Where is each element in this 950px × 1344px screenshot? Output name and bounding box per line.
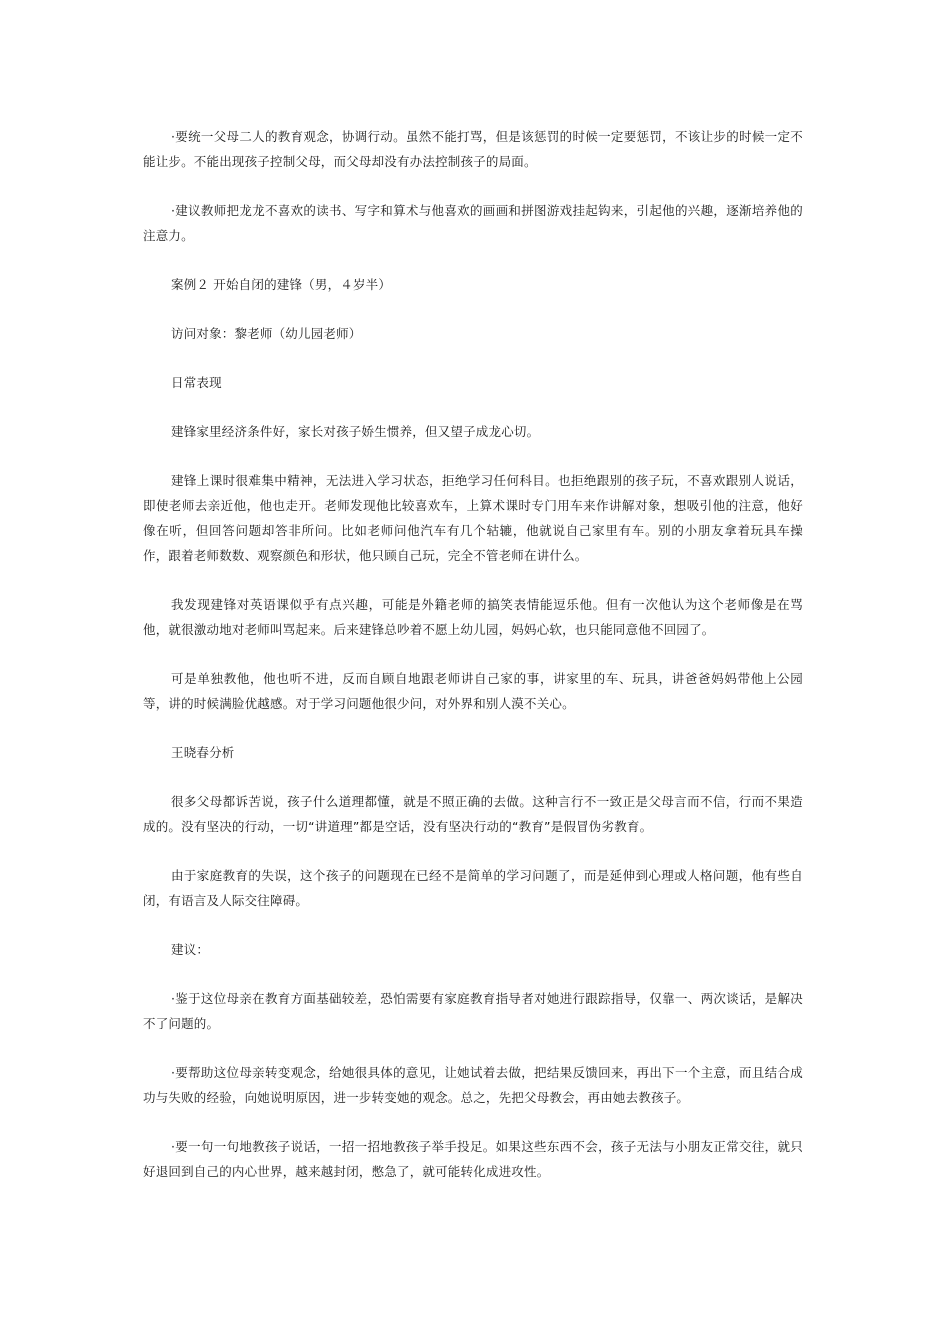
section-heading-analysis: 王晓春分析	[171, 745, 235, 760]
bullet-paragraph-guidance: ·鉴于这位母亲在教育方面基础较差，恐怕需要有家庭教育指导者对她进行跟踪指导，仅靠一、两次谈话，是解决不了问题的。	[143, 991, 803, 1031]
bullet-paragraph-teach-speech: ·要一句一句地教孩子说话，一招一招地教孩子举手投足。如果这些东西不会，孩子无法与小朋友正常交往，就只好退回到自己的内心世界，越来越封闭，憋急了，就可能转化成进攻性。	[143, 1139, 803, 1179]
paragraph-english-class: 我发现建锋对英语课似乎有点兴趣，可能是外籍老师的搞笑表情能逗乐他。但有一次他认为这个老师像是在骂他，就很激动地对老师叫骂起来。后来建锋总吵着不愿上幼儿园，妈妈心软，也只能同意他不回园了。	[143, 597, 803, 637]
case-title: 案例２ 开始自闭的建锋（男，４岁半）	[171, 277, 392, 292]
paragraph-analysis-parents: 很多父母都诉苦说，孩子什么道理都懂，就是不照正确的去做。这种言行不一致正是父母言而不信，行而不果造成的。没有坚决的行动，一切“讲道理”都是空话，没有坚决行动的“教育”是假冒伪劣教育。	[143, 794, 803, 834]
paragraph-analysis-problem: 由于家庭教育的失误，这个孩子的问题现在已经不是简单的学习问题了，而是延伸到心理或人格问题，他有些自闭，有语言及人际交往障碍。	[143, 868, 803, 908]
section-heading-suggestions: 建议：	[171, 942, 210, 957]
bullet-paragraph-teacher-suggestion: ·建议教师把龙龙不喜欢的读书、写字和算术与他喜欢的画画和拼图游戏挂起钩来，引起他的兴趣，逐渐培养他的注意力。	[143, 203, 803, 243]
paragraph-family-background: 建锋家里经济条件好，家长对孩子娇生惯养，但又望子成龙心切。	[171, 424, 540, 439]
bullet-paragraph-unify-parents: ·要统一父母二人的教育观念，协调行动。虽然不能打骂，但是该惩罚的时候一定要惩罚，不该让步的时候一定不能让步。不能出现孩子控制父母，而父母却没有办法控制孩子的局面。	[143, 129, 803, 169]
paragraph-class-behavior: 建锋上课时很难集中精神，无法进入学习状态，拒绝学习任何科目。也拒绝跟别的孩子玩，不喜欢跟别人说话，即使老师去亲近他，他也走开。老师发现他比较喜欢车，上算术课时专门用车来作讲解对象，想吸引他的注意，他好像在听，但回答问题却答非所问。比如老师问他汽车有几个轱辘，他就说自己家里有车。别的小朋友拿着玩具车操作，跟着老师数数、观察颜色和形状，他只顾自己玩，完全不管老师在讲什么。	[143, 473, 803, 563]
bullet-paragraph-change-mindset: ·要帮助这位母亲转变观念，给她很具体的意见，让她试着去做，把结果反馈回来，再出下一个主意，而且结合成功与失败的经验，向她说明原因，进一步转变她的观念。总之，先把父母教会，再由她去教孩子。	[143, 1065, 803, 1105]
section-heading-daily-behavior: 日常表现	[171, 375, 222, 390]
paragraph-individual-teaching: 可是单独教他，他也听不进，反而自顾自地跟老师讲自己家的事，讲家里的车、玩具，讲爸爸妈妈带他上公园等，讲的时候满脸优越感。对于学习问题他很少问，对外界和别人漠不关心。	[143, 671, 803, 711]
interviewee-line: 访问对象：黎老师（幼儿园老师）	[171, 326, 362, 341]
document-body	[143, 124, 803, 1208]
